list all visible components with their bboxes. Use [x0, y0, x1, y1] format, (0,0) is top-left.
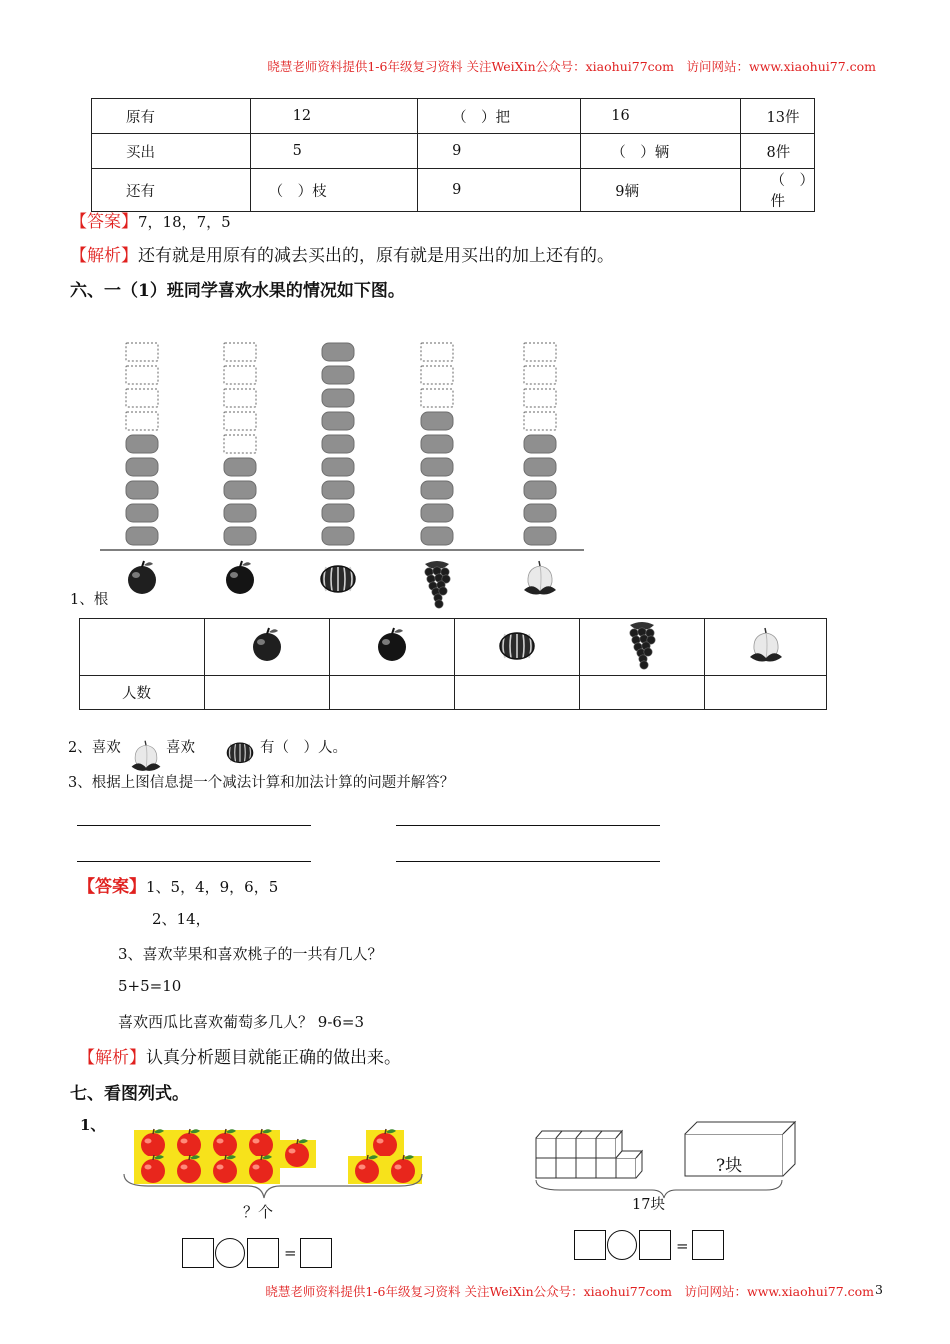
- apple-icon: [372, 625, 412, 665]
- table-cell: 9: [418, 169, 581, 212]
- table-cell: [580, 619, 705, 676]
- apple: [242, 1129, 280, 1158]
- row-label: 原有: [92, 99, 251, 134]
- filled-cell: [322, 412, 354, 430]
- category-fruit-icon: [524, 561, 556, 595]
- question-1-text: 根: [93, 592, 109, 608]
- table-cell: [205, 619, 330, 676]
- empty-cell: [224, 435, 256, 453]
- question-1-number: 1、: [70, 592, 94, 608]
- apple: [134, 1155, 172, 1184]
- question-1: [70, 588, 109, 609]
- category-fruit-icon: [128, 561, 156, 594]
- operator-circle[interactable]: [215, 1238, 245, 1268]
- watermelon-icon: [497, 625, 537, 665]
- apple: [206, 1155, 244, 1184]
- page-number: 3: [875, 1282, 883, 1297]
- cube: [596, 1158, 616, 1178]
- apple: [170, 1129, 208, 1158]
- analysis-2: [78, 1043, 401, 1068]
- empty-cell: [524, 343, 556, 361]
- question-2-part-c: 有（ ）人。: [260, 740, 347, 756]
- bar-column: [421, 343, 453, 545]
- filled-cell: [322, 366, 354, 384]
- table-cell: 12: [250, 99, 417, 134]
- stock-table: [91, 98, 815, 212]
- box-label: ?块: [716, 1156, 743, 1176]
- bar-column: [524, 343, 556, 545]
- answer-box[interactable]: [300, 1238, 332, 1268]
- footer-watermark: 晓慧老师资料提供1-6年级复习资料 关注WeiXin公众号：xiaohui77com 访问网站：www.xiaohui77.com: [265, 1284, 874, 1299]
- table-row: [80, 676, 827, 710]
- answer-cell[interactable]: [330, 676, 455, 710]
- empty-cell: [421, 389, 453, 407]
- analysis-text: 认真分析题目就能正确的做出来。: [146, 1048, 401, 1068]
- filled-cell: [524, 435, 556, 453]
- filled-cell: [224, 504, 256, 522]
- analysis-tag: 【解析】: [78, 1048, 146, 1068]
- filled-cell: [126, 435, 158, 453]
- empty-cell: [421, 343, 453, 361]
- filled-cell: [524, 504, 556, 522]
- apple: [348, 1155, 386, 1184]
- fruit-pictograph-chart: [96, 330, 591, 605]
- filled-cell: [421, 527, 453, 545]
- peach-icon: [128, 736, 164, 776]
- filled-cell: [524, 527, 556, 545]
- filled-cell: [322, 389, 354, 407]
- watermelon-icon: [221, 737, 259, 767]
- cube: [556, 1158, 576, 1178]
- fruit-shape: [227, 743, 253, 763]
- question-2-part-b: 喜欢: [166, 740, 195, 756]
- apple: [242, 1155, 280, 1184]
- analysis-tag: 【解析】: [70, 246, 138, 266]
- table-cell: （ ）辆: [581, 134, 740, 169]
- empty-cell: [224, 343, 256, 361]
- table-cell: 9: [418, 134, 581, 169]
- apple: [206, 1129, 244, 1158]
- blocks-illustration: [530, 1116, 802, 1194]
- empty-cell: [224, 366, 256, 384]
- answer-cell[interactable]: [580, 676, 705, 710]
- answer-text: 7，18，7，5: [138, 213, 231, 231]
- cube: [596, 1138, 616, 1158]
- filled-cell: [322, 343, 354, 361]
- apple: [278, 1139, 316, 1168]
- category-fruit-icon: [321, 566, 355, 592]
- answer-line[interactable]: [396, 825, 660, 826]
- apple-icon: [247, 625, 287, 665]
- answer-box[interactable]: [639, 1230, 671, 1260]
- fruit-shape: [500, 633, 534, 659]
- header-watermark: 晓慧老师资料提供1-6年级复习资料 关注WeiXin公众号：xiaohui77com 访问网站：www.xiaohui77.com: [267, 59, 876, 74]
- empty-cell: [224, 389, 256, 407]
- bar-column: [322, 343, 354, 545]
- fruit-shape: [253, 628, 281, 661]
- table-cell: [80, 619, 205, 676]
- cube: [616, 1158, 636, 1178]
- empty-cell: [524, 366, 556, 384]
- filled-cell: [322, 458, 354, 476]
- table-row: [92, 99, 815, 134]
- empty-cell: [126, 366, 158, 384]
- empty-cell: [224, 412, 256, 430]
- table-row: [92, 134, 815, 169]
- answer-box[interactable]: [692, 1230, 724, 1260]
- table-cell: （ ）件: [740, 169, 815, 212]
- fruit-shape: [524, 561, 556, 595]
- bar-column: [224, 343, 256, 545]
- empty-cell: [421, 366, 453, 384]
- filled-cell: [322, 527, 354, 545]
- filled-cell: [524, 481, 556, 499]
- answer-cell[interactable]: [705, 676, 827, 710]
- row-label: 买出: [92, 134, 251, 169]
- answer-line[interactable]: [396, 861, 660, 862]
- filled-cell: [126, 481, 158, 499]
- answer-line-4: 5+5=10: [118, 977, 182, 995]
- answer-cell[interactable]: [205, 676, 330, 710]
- fruit-shape: [750, 628, 782, 662]
- filled-cell: [322, 504, 354, 522]
- analysis-1: [70, 241, 614, 266]
- answer-box[interactable]: [182, 1238, 214, 1268]
- equals-sign: =: [676, 1237, 689, 1255]
- table-cell: 9辆: [581, 169, 740, 212]
- cube: [556, 1138, 576, 1158]
- table-cell: 8件: [740, 134, 815, 169]
- filled-cell: [126, 458, 158, 476]
- filled-cell: [421, 504, 453, 522]
- answer-line[interactable]: [77, 825, 311, 826]
- small-cubes: [536, 1131, 642, 1178]
- filled-cell: [524, 458, 556, 476]
- apple: [134, 1129, 172, 1158]
- cube: [576, 1158, 596, 1178]
- section-7-title: 七、看图列式。: [70, 1084, 189, 1104]
- answer-box[interactable]: [247, 1238, 279, 1268]
- filled-cell: [224, 458, 256, 476]
- cube: [536, 1158, 556, 1178]
- filled-cell: [126, 527, 158, 545]
- table-cell: 16: [581, 99, 740, 134]
- equals-sign: =: [284, 1244, 297, 1262]
- filled-cell: [421, 435, 453, 453]
- table-cell: [330, 619, 455, 676]
- apple: [366, 1129, 404, 1158]
- question-3: 3、根据上图信息提一个减法计算和加法计算的问题并解答？: [68, 775, 455, 791]
- answer-tag: 【答案】: [78, 877, 146, 897]
- cube: [576, 1138, 596, 1158]
- count-table: [79, 618, 827, 710]
- row-label: 人数: [80, 676, 205, 710]
- filled-cell: [421, 481, 453, 499]
- answer-line[interactable]: [77, 861, 311, 862]
- empty-cell: [126, 343, 158, 361]
- filled-cell: [421, 412, 453, 430]
- fruit-shape: [630, 622, 655, 669]
- table-row: [92, 169, 815, 212]
- operator-circle[interactable]: [607, 1230, 637, 1260]
- table-cell: （ ）把: [418, 99, 581, 134]
- fruit-shape: [128, 561, 156, 594]
- analysis-text: 还有就是用原有的减去买出的，原有就是用买出的加上还有的。: [138, 246, 614, 266]
- filled-cell: [322, 435, 354, 453]
- unknown-total-label: ？个: [243, 1203, 274, 1221]
- table-cell: 13件: [740, 99, 815, 134]
- answer-line-2: 2、14，: [152, 910, 211, 928]
- filled-cell: [126, 504, 158, 522]
- apple: [170, 1155, 208, 1184]
- empty-cell: [524, 389, 556, 407]
- bar-column: [126, 343, 158, 545]
- answer-line-3: 3、喜欢苹果和喜欢桃子的一共有几人？: [118, 945, 383, 963]
- apple: [384, 1155, 422, 1184]
- empty-cell: [524, 412, 556, 430]
- empty-cell: [126, 389, 158, 407]
- answer-tag: 【答案】: [70, 212, 138, 232]
- table-cell: [705, 619, 827, 676]
- filled-cell: [224, 527, 256, 545]
- section-6-title: 六、一（1）班同学喜欢水果的情况如下图。: [70, 281, 405, 301]
- fruit-shape: [378, 628, 406, 661]
- filled-cell: [224, 481, 256, 499]
- answer-line-1: 1、5，4，9，6，5: [146, 878, 279, 896]
- answer-box[interactable]: [574, 1230, 606, 1260]
- empty-cell: [126, 412, 158, 430]
- answer-cell[interactable]: [455, 676, 580, 710]
- table-cell: （ ）枝: [250, 169, 417, 212]
- answer-2: [78, 872, 278, 897]
- filled-cell: [322, 481, 354, 499]
- table-row: [80, 619, 827, 676]
- category-fruit-icon: [226, 561, 254, 594]
- peach-icon: [746, 625, 786, 665]
- answer-line-5: 喜欢西瓜比喜欢葡萄多几人？ 9-6=3: [118, 1013, 365, 1031]
- row-label: 还有: [92, 169, 251, 212]
- fruit-shape: [226, 561, 254, 594]
- answer-1: [70, 207, 231, 232]
- fruit-shape: [132, 741, 161, 771]
- cube: [536, 1138, 556, 1158]
- grape-icon: [622, 619, 662, 671]
- table-cell: [455, 619, 580, 676]
- category-fruit-icon: [425, 561, 450, 608]
- item-1-number: 1、: [80, 1116, 106, 1134]
- box-top: [685, 1122, 795, 1134]
- question-2-part-a: 2、喜欢: [68, 740, 121, 756]
- total-label: 17块: [632, 1197, 665, 1213]
- fruit-shape: [425, 561, 450, 608]
- filled-cell: [421, 458, 453, 476]
- table-cell: 5: [250, 134, 417, 169]
- fruit-shape: [321, 566, 355, 592]
